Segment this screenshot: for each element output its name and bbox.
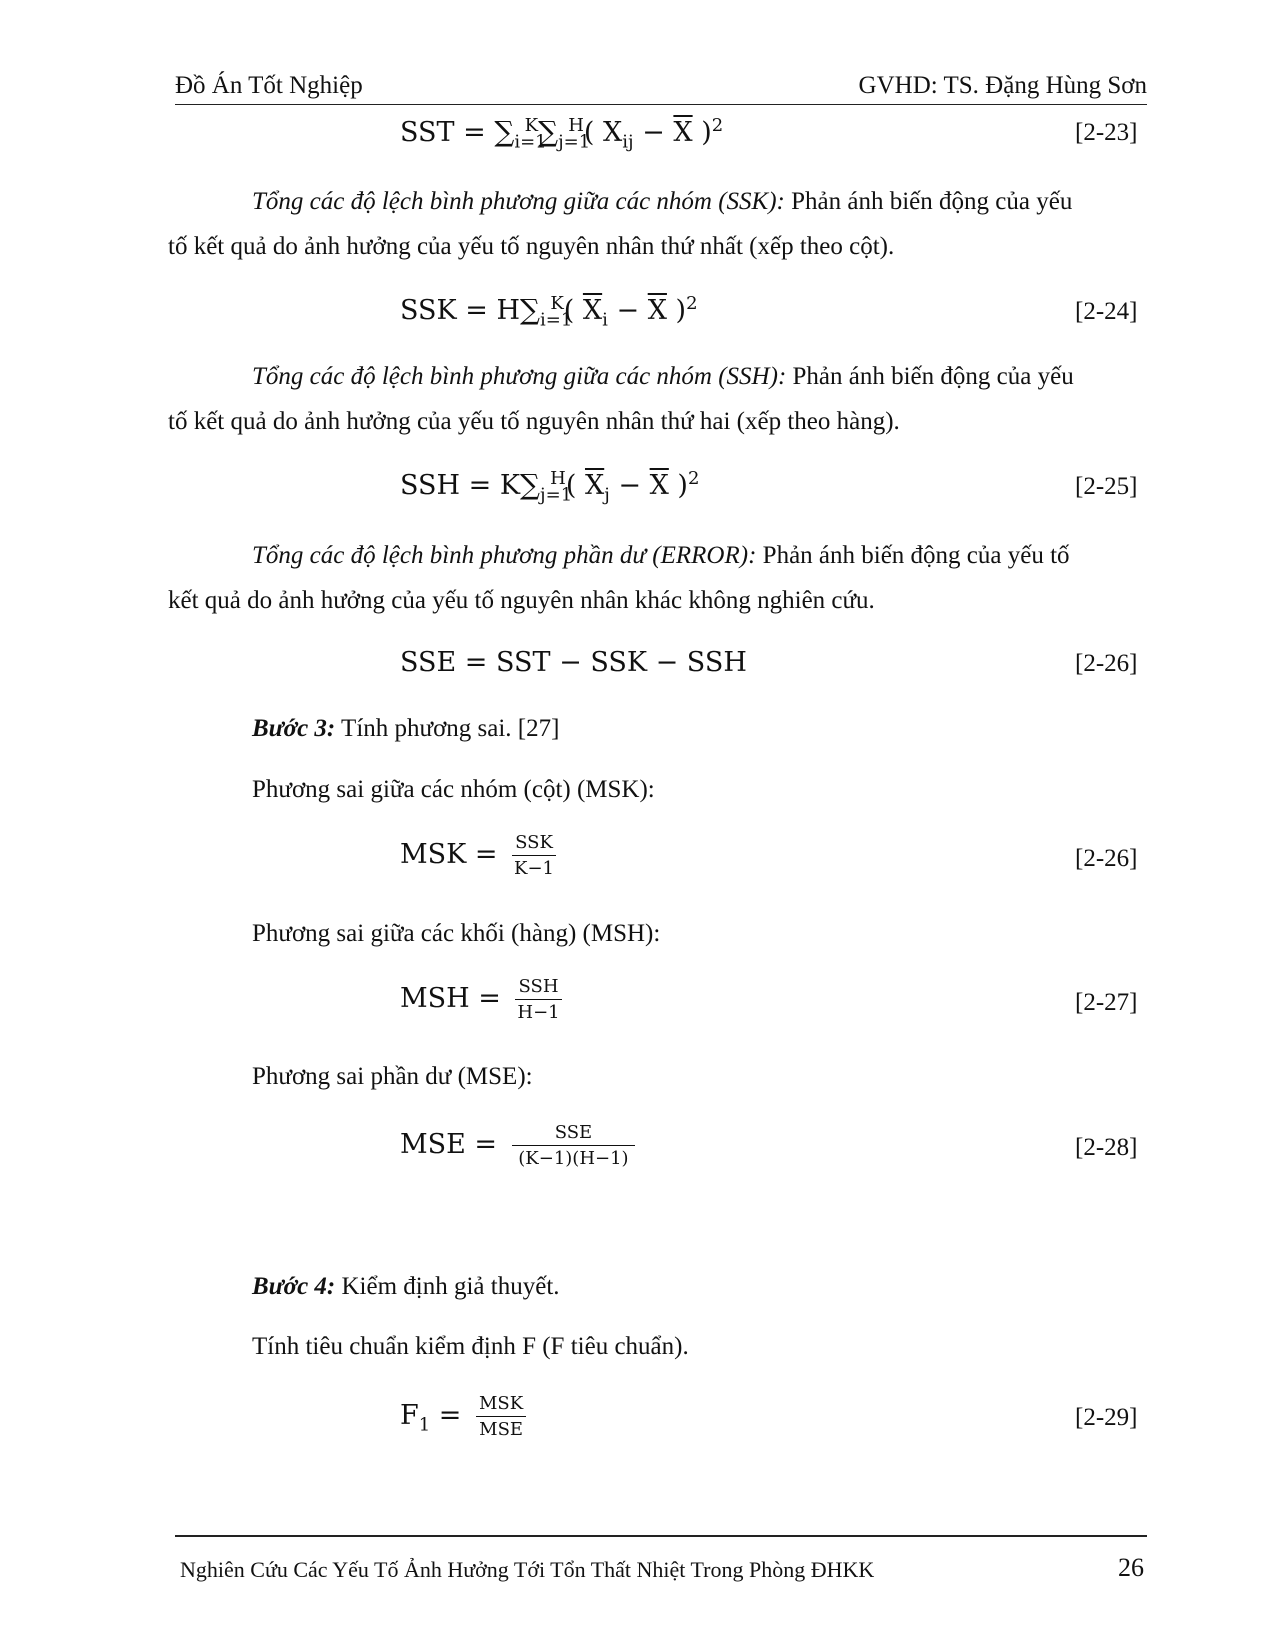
step-4: [252, 1264, 560, 1310]
paragraph-error-line1: [252, 533, 1070, 579]
page-number: 26: [1118, 1553, 1144, 1582]
step-3: [252, 706, 559, 752]
variance-label-msk: Phương sai giữa các nhóm (cột) (MSK):: [252, 776, 655, 803]
equation-number: [2-23]: [1075, 119, 1138, 146]
header-rule: [175, 104, 1147, 105]
variance-label-mse: Phương sai phần dư (MSE):: [252, 1063, 533, 1090]
variance-label-msh: Phương sai giữa các khối (hàng) (MSH):: [252, 920, 661, 947]
equation-msh: MSH = $\frac{\text{SSH}}{H-1}$: [400, 976, 560, 1023]
paragraph-ssh-title: Tổng các độ lệch bình phương giữa các nhóm (SSH):: [252, 363, 787, 390]
paragraph-ssh-line2: tố kết quả do ảnh hưởng của yếu tố nguyên nhân thứ hai (xếp theo hàng).: [168, 408, 900, 435]
equation-mse: MSE = $\frac{\text{SSE}}{(K-1)(H-1)}$: [400, 1122, 635, 1169]
equation-number: [2-28]: [1075, 1134, 1138, 1161]
paragraph-ssh-line1: [252, 354, 1074, 400]
equation-number: [2-26]: [1075, 845, 1138, 872]
equation-number: [2-26]: [1075, 650, 1138, 677]
footer-title: Nghiên Cứu Các Yếu Tố Ảnh Hưởng Tới Tổn Thất Nhiệt Trong Phòng ĐHKK: [180, 1557, 875, 1582]
equation-ssk: SSK = $H\sum_{i=1}^K$( $\overline{X}_i - \overline{X}$ )$^2$: [400, 293, 698, 331]
equation-f1: $F_1$ = $\frac{\text{MSK}}{\text{MSE}}$: [400, 1393, 526, 1440]
equation-ssh: SSH = $K\sum_{j=1}^H$( $\overline{X}_j - \overline{X}$ )$^2$: [400, 468, 700, 506]
equation-number: [2-29]: [1075, 1404, 1138, 1431]
paragraph-ssk-line2: tố kết quả do ảnh hưởng của yếu tố nguyên nhân thứ nhất (xếp theo cột).: [168, 233, 895, 260]
equation-number: [2-25]: [1075, 473, 1138, 500]
footer-rule: [175, 1535, 1147, 1537]
equation-number: [2-24]: [1075, 298, 1138, 325]
step-4-label: Bước 4:: [252, 1273, 336, 1300]
paragraph-ssk-line1: [252, 179, 1072, 225]
equation-sse: SSE = SST − SSK − SSH: [400, 647, 747, 678]
step-4-text: Kiểm định giả thuyết.: [335, 1273, 560, 1300]
header-supervisor: GVHD: TS. Đặng Hùng Sơn: [858, 72, 1147, 99]
equation-sst: SST = $\sum_{i=1}^K\sum_{j=1}^H$( $X_{ij} - \overline{X}$ )$^2$: [400, 115, 724, 153]
equation-msk: MSK = $\frac{\text{SSK}}{K-1}$: [400, 832, 554, 879]
ftest-description: Tính tiêu chuẩn kiểm định F (F tiêu chuẩn).: [252, 1333, 689, 1360]
page-header: [175, 72, 1147, 106]
paragraph-ssk-title: Tổng các độ lệch bình phương giữa các nhóm (SSK):: [252, 188, 785, 215]
paragraph-error-text: Phản ánh biến động của yếu tố: [756, 542, 1070, 569]
paragraph-ssk-text: Phản ánh biến động của yếu: [784, 188, 1073, 215]
paragraph-ssh-text: Phản ánh biến động của yếu: [786, 363, 1074, 390]
header-title: Đồ Án Tốt Nghiệp: [175, 72, 363, 99]
paragraph-error-title: Tổng các độ lệch bình phương phần dư (ERROR):: [252, 542, 757, 569]
step-3-label: Bước 3:: [252, 715, 336, 742]
equation-number: [2-27]: [1075, 989, 1138, 1016]
paragraph-error-line2: kết quả do ảnh hưởng của yếu tố nguyên nhân khác không nghiên cứu.: [168, 587, 875, 614]
step-3-text: Tính phương sai. [27]: [335, 715, 560, 742]
